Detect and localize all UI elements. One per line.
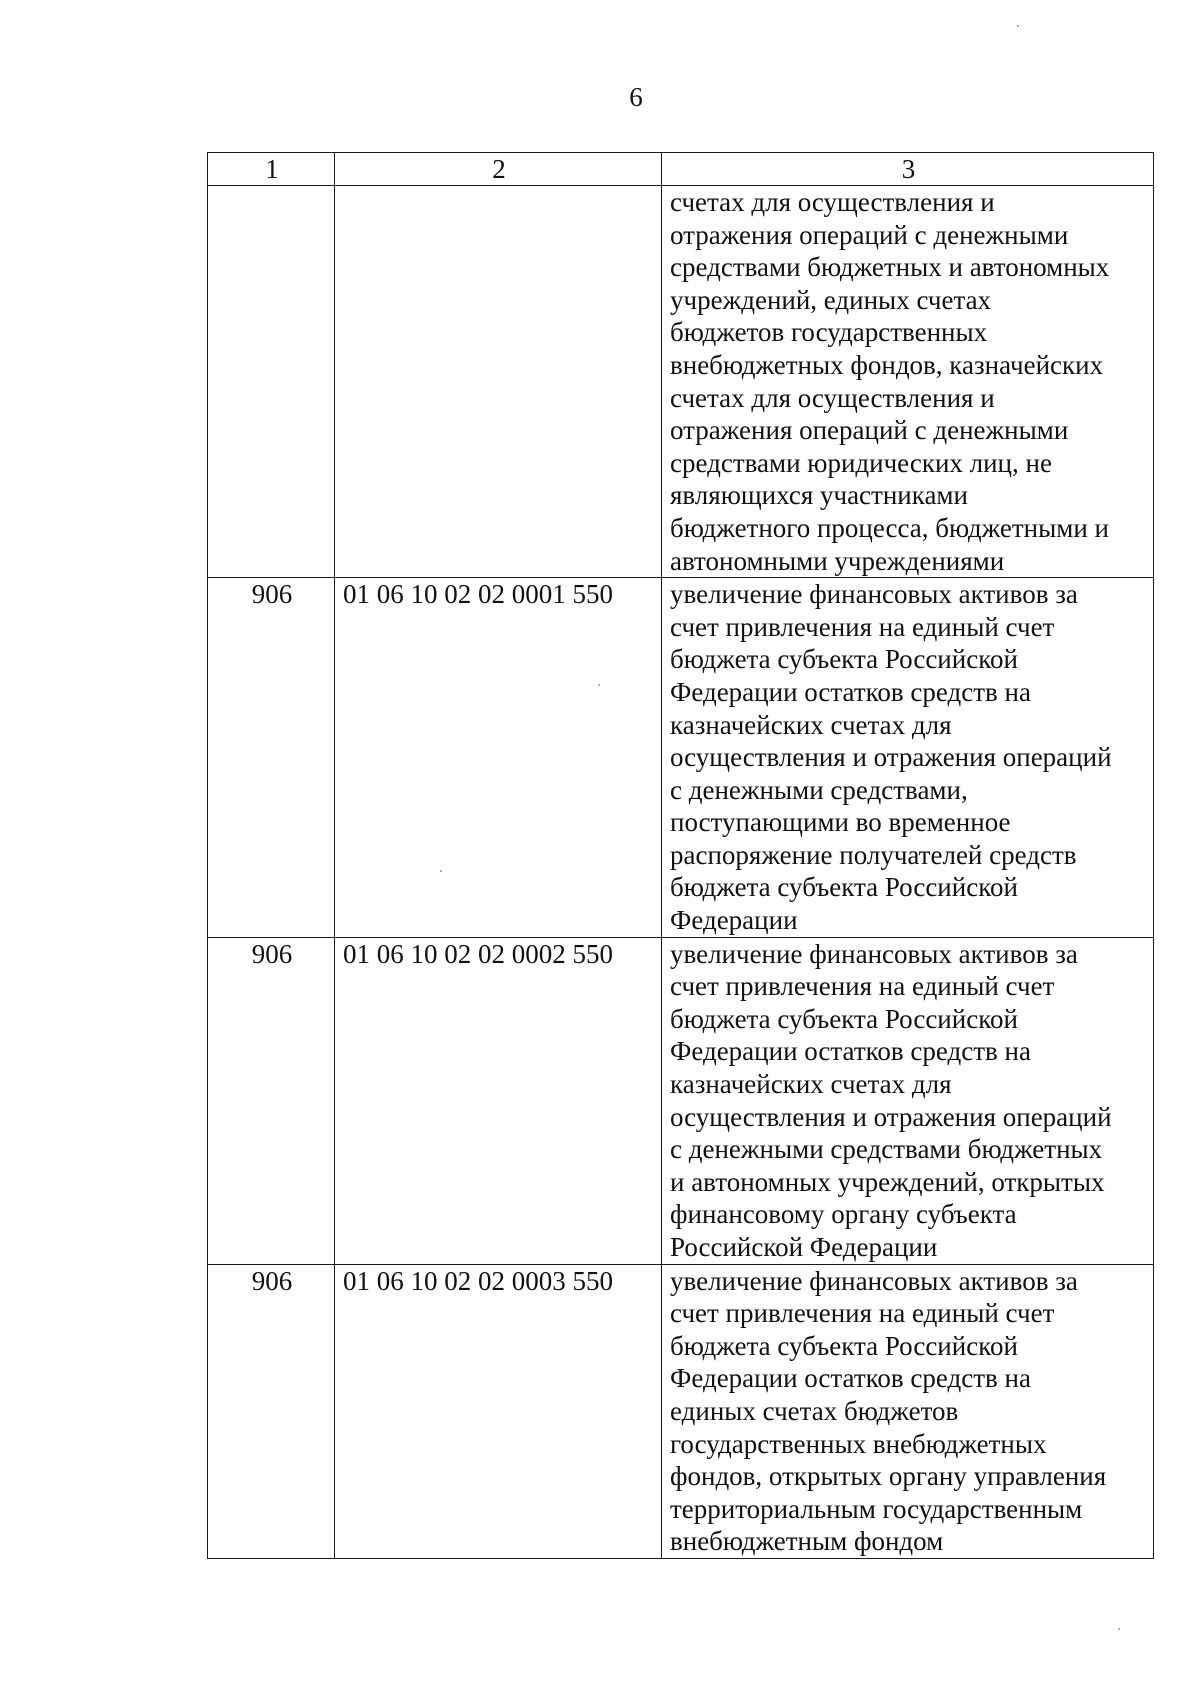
- budget-classification-code-cell: 01 06 10 02 02 0001 550: [335, 578, 662, 938]
- description-cell: увеличение финансовых активов за счет привлечения на единый счет бюджета субъекта Российской Федерации остатков средств на казначейских счетах для осуществления и отражения операций с денежными средствами, поступающими во временное распоряжение получателей средств бюджета субъекта Российской Федерации: [662, 578, 1154, 938]
- table-header-row: [208, 153, 1154, 186]
- table-row: [208, 937, 1154, 1264]
- table-row: [208, 1264, 1154, 1558]
- budget-code-table: [207, 152, 1154, 1559]
- column-header-3: 3: [662, 153, 1154, 186]
- column-header-1: 1: [208, 153, 335, 186]
- table-row: [208, 186, 1154, 578]
- scan-speck: [1017, 25, 1019, 27]
- scan-speck: [598, 684, 600, 686]
- page-number: 6: [629, 82, 643, 112]
- table-row: [208, 578, 1154, 938]
- admin-code-cell: 906: [208, 1264, 335, 1558]
- scan-speck: [440, 870, 442, 872]
- budget-classification-code-cell: [335, 186, 662, 578]
- admin-code-cell: 906: [208, 578, 335, 938]
- description-cell: счетах для осуществления и отражения операций с денежными средствами бюджетных и автономных учреждений, единых счетах бюджетов государственных внебюджетных фондов, казначейских счетах для осуществления и отражения операций с денежными средствами юридических лиц, не являющихся участниками бюджетного процесса, бюджетными и автономными учреждениями: [662, 186, 1154, 578]
- admin-code-cell: 906: [208, 937, 335, 1264]
- scan-speck: [1118, 1628, 1120, 1630]
- description-cell: увеличение финансовых активов за счет привлечения на единый счет бюджета субъекта Российской Федерации остатков средств на единых счетах бюджетов государственных внебюджетных фондов, открытых органу управления территориальным государственным внебюджетным фондом: [662, 1264, 1154, 1558]
- column-header-2: 2: [335, 153, 662, 186]
- admin-code-cell: [208, 186, 335, 578]
- description-cell: увеличение финансовых активов за счет привлечения на единый счет бюджета субъекта Российской Федерации остатков средств на казначейских счетах для осуществления и отражения операций с денежными средствами бюджетных и автономных учреждений, открытых финансовому органу субъекта Российской Федерации: [662, 937, 1154, 1264]
- budget-classification-code-cell: 01 06 10 02 02 0003 550: [335, 1264, 662, 1558]
- budget-classification-code-cell: 01 06 10 02 02 0002 550: [335, 937, 662, 1264]
